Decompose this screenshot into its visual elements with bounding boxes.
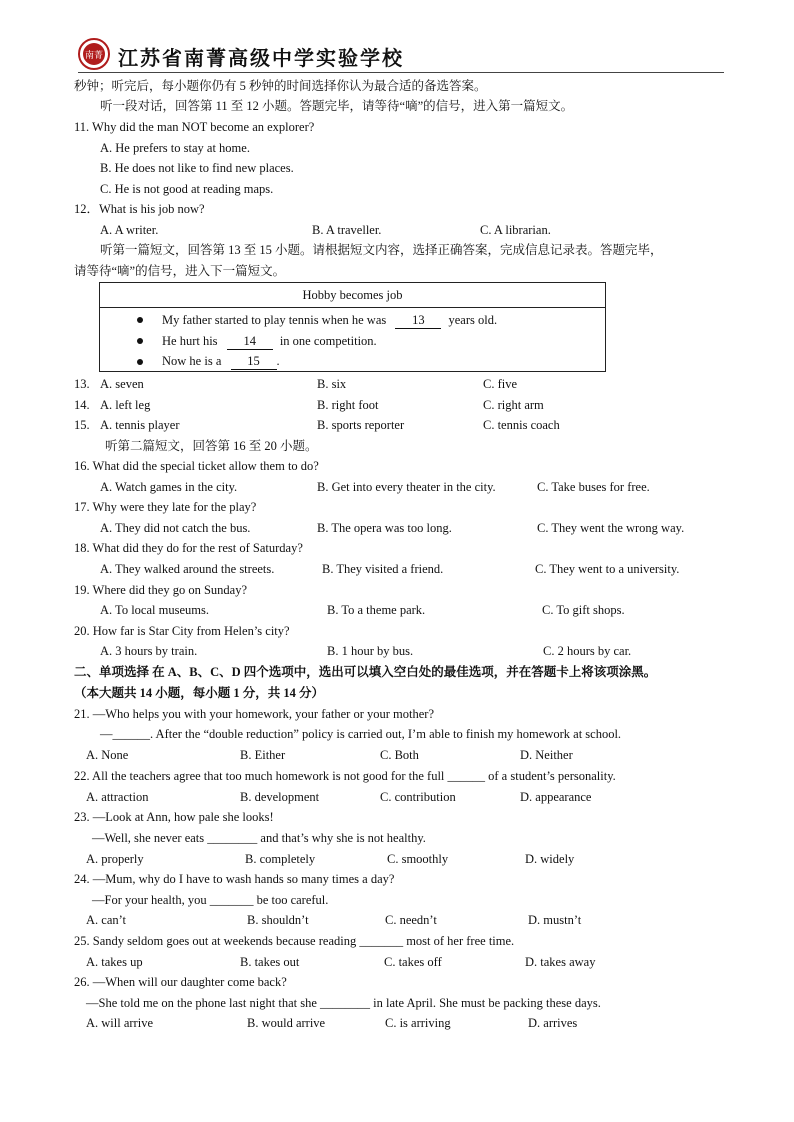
q11-stem: 11. Why did the man NOT become an explorer?: [74, 120, 315, 134]
q21-option-b: B. Either: [240, 748, 286, 762]
q22-option-a: A. attraction: [86, 790, 149, 804]
q23-line-1: 23. —Look at Ann, how pale she looks!: [74, 810, 274, 824]
q24-option-b: B. shouldn’t: [247, 913, 309, 927]
bullet-icon: [137, 338, 143, 344]
q19-option-a: A. To local museums.: [100, 603, 209, 617]
q15-number: 15.: [74, 418, 90, 432]
q23-option-b: B. completely: [245, 852, 316, 866]
q24-option-c: C. needn’t: [385, 913, 437, 927]
q12-option-b: B. A traveller.: [312, 223, 382, 237]
q19-stem: 19. Where did they go on Sunday?: [74, 583, 247, 597]
table-row-3: [162, 353, 280, 370]
q21-line-2: —______. After the “double reduction” policy is carried out, I’m able to finish my homework at school.: [100, 727, 622, 741]
q25-option-a: A. takes up: [86, 955, 143, 969]
q18-option-b: B. They visited a friend.: [322, 562, 444, 576]
table-row-1-end: years old.: [448, 313, 498, 327]
q11-option-a: A. He prefers to stay at home.: [100, 141, 250, 155]
table-row-2-text: He hurt his: [162, 334, 218, 348]
page-header: [78, 38, 724, 73]
q26-option-c: C. is arriving: [385, 1016, 451, 1030]
table-row-3-end: .: [276, 354, 280, 368]
q26-option-a: A. will arrive: [86, 1016, 153, 1030]
q13-number: 13.: [74, 377, 90, 391]
q18-option-c: C. They went to a university.: [535, 562, 680, 576]
section-2-subheading: （本大题共 14 小题，每小题 1 分，共 14 分）: [74, 686, 325, 700]
q24-option-a: A. can’t: [86, 913, 127, 927]
blank-15: 15: [231, 353, 277, 370]
q26-option-d: D. arrives: [528, 1016, 578, 1030]
q22-option-b: B. development: [240, 790, 320, 804]
q26-line-1: 26. —When will our daughter come back?: [74, 975, 287, 989]
section-2-heading: 二、单项选择 在 A、B、C、D 四个选项中，选出可以填入空白处的最佳选项，并在答题卡上将该项涂黑。: [74, 665, 657, 679]
table-title: Hobby becomes job: [100, 283, 605, 308]
blank-14: 14: [227, 333, 273, 350]
q16-stem: 16. What did the special ticket allow them to do?: [74, 459, 319, 473]
q26-option-b: B. would arrive: [247, 1016, 326, 1030]
q23-option-c: C. smoothly: [387, 852, 449, 866]
intro-line-1: 秒钟；听完后，每小题你仍有 5 秒钟的时间选择你认为最合适的备选答案。: [74, 79, 487, 93]
q11-option-c: C. He is not good at reading maps.: [100, 182, 274, 196]
q13-option-a: A. seven: [100, 377, 144, 391]
q12-option-a: A. A writer.: [100, 223, 159, 237]
school-logo-icon: [78, 38, 110, 70]
q13-option-b: B. six: [317, 377, 347, 391]
q16-option-c: C. Take buses for free.: [537, 480, 650, 494]
bullet-icon: [137, 317, 143, 323]
q13-option-c: C. five: [483, 377, 518, 391]
q21-option-a: A. None: [86, 748, 129, 762]
q14-number: 14.: [74, 398, 90, 412]
q19-option-b: B. To a theme park.: [327, 603, 426, 617]
q23-option-a: A. properly: [86, 852, 144, 866]
table-row-2-end: in one competition.: [279, 334, 377, 348]
q14-option-b: B. right foot: [317, 398, 379, 412]
q21-option-c: C. Both: [380, 748, 419, 762]
q22-option-d: D. appearance: [520, 790, 592, 804]
table-row-1-text: My father started to play tennis when he was: [162, 313, 387, 327]
q20-option-c: C. 2 hours by car.: [543, 644, 632, 658]
q16-option-b: B. Get into every theater in the city.: [317, 480, 496, 494]
q24-option-d: D. mustn’t: [528, 913, 582, 927]
q12-option-c: C. A librarian.: [480, 223, 551, 237]
q20-option-a: A. 3 hours by train.: [100, 644, 198, 658]
q21-line-1: 21. —Who helps you with your homework, your father or your mother?: [74, 707, 434, 721]
q22-line-1: 22. All the teachers agree that too much homework is not good for the full ______ of a student’s personality.: [74, 769, 616, 783]
q23-line-2: —Well, she never eats ________ and that’s why she is not healthy.: [92, 831, 426, 845]
q15-option-b: B. sports reporter: [317, 418, 405, 432]
q20-stem: 20. How far is Star City from Helen’s city?: [74, 624, 290, 638]
q14-option-a: A. left leg: [100, 398, 151, 412]
q17-stem: 17. Why were they late for the play?: [74, 500, 257, 514]
school-name: 江苏省南菁高级中学实验学校: [118, 46, 404, 70]
passage1-instruction-2: 请等待“嘀”的信号，进入下一篇短文。: [74, 264, 286, 278]
q25-option-c: C. takes off: [384, 955, 442, 969]
passage1-instruction-1: 听第一篇短文，回答第 13 至 15 小题。请根据短文内容，选择正确答案，完成信息记录表。答题完毕，: [100, 243, 663, 257]
q17-option-a: A. They did not catch the bus.: [100, 521, 251, 535]
q25-option-d: D. takes away: [525, 955, 596, 969]
q21-option-d: D. Neither: [520, 748, 573, 762]
bullet-icon: [137, 359, 143, 365]
q15-option-a: A. tennis player: [100, 418, 180, 432]
q24-line-2: —For your health, you _______ be too careful.: [92, 893, 329, 907]
q18-option-a: A. They walked around the streets.: [100, 562, 275, 576]
q11-option-b: B. He does not like to find new places.: [100, 161, 294, 175]
q17-option-b: B. The opera was too long.: [317, 521, 452, 535]
q12-stem: 12．What is his job now?: [74, 202, 205, 216]
q25-option-b: B. takes out: [240, 955, 300, 969]
info-record-table: [99, 282, 606, 372]
q24-line-1: 24. —Mum, why do I have to wash hands so many times a day?: [74, 872, 395, 886]
q23-option-d: D. widely: [525, 852, 575, 866]
q25-line-1: 25. Sandy seldom goes out at weekends because reading _______ most of her free time.: [74, 934, 515, 948]
q20-option-b: B. 1 hour by bus.: [327, 644, 414, 658]
q26-line-2: —She told me on the phone last night that she ________ in late April. She must be packing these days.: [86, 996, 601, 1010]
passage2-instruction: 听第二篇短文，回答第 16 至 20 小题。: [105, 439, 318, 453]
q19-option-c: C. To gift shops.: [542, 603, 625, 617]
table-row-1: [162, 312, 497, 329]
q16-option-a: A. Watch games in the city.: [100, 480, 238, 494]
table-row-3-text: Now he is a: [162, 354, 222, 368]
table-row-2: [162, 333, 377, 350]
q14-option-c: C. right arm: [483, 398, 544, 412]
q17-option-c: C. They went the wrong way.: [537, 521, 685, 535]
blank-13: 13: [395, 312, 441, 329]
logo-text: 南菁: [84, 51, 104, 61]
q18-stem: 18. What did they do for the rest of Saturday?: [74, 541, 303, 555]
q15-option-c: C. tennis coach: [483, 418, 560, 432]
intro-line-2: 听一段对话，回答第 11 至 12 小题。答题完毕，请等待“嘀”的信号，进入第一篇短文。: [100, 99, 574, 113]
q22-option-c: C. contribution: [380, 790, 456, 804]
